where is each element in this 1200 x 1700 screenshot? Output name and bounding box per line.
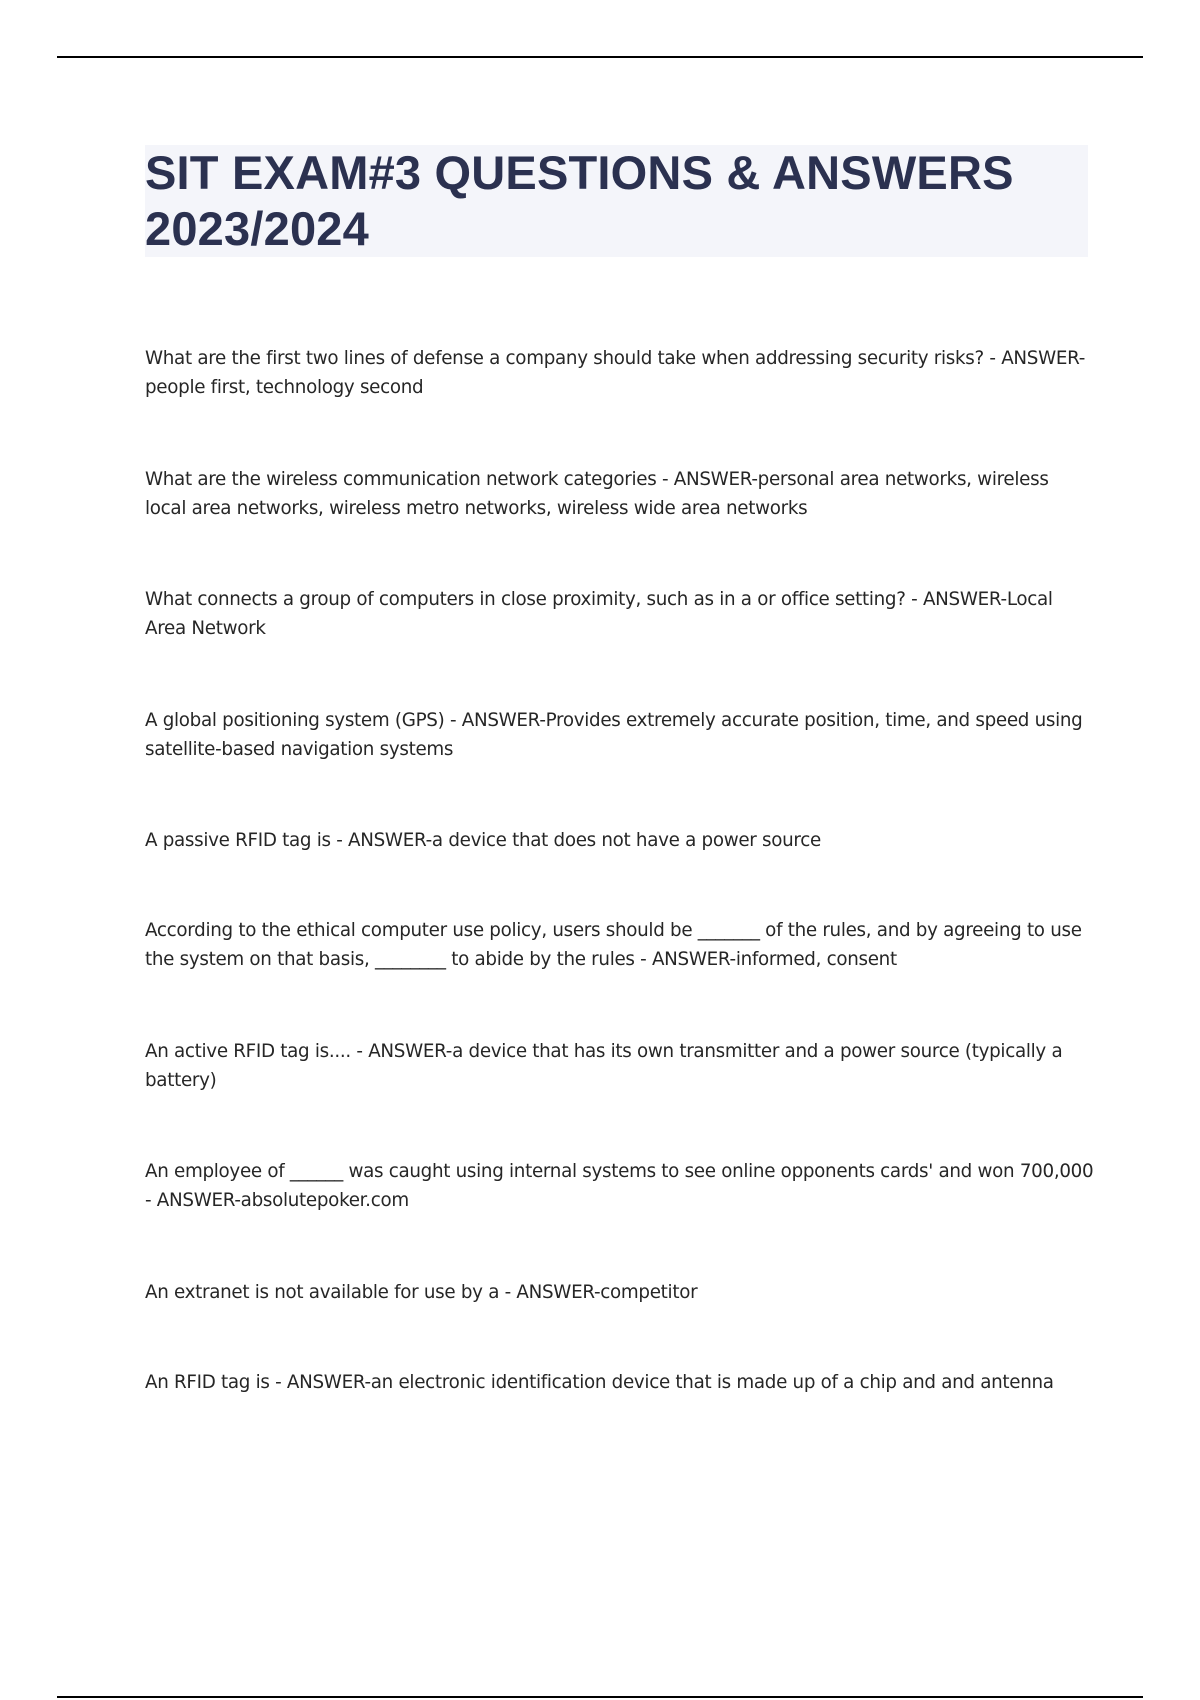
- qa-item-2: What are the wireless communication network categories - ANSWER-personal area networks, wireless local area networks, wireless metro networks, wireless wide area networks: [145, 469, 1049, 519]
- bottom-rule: [57, 1696, 1143, 1698]
- qa-item-4: A global positioning system (GPS) - ANSWER-Provides extremely accurate position, time, and speed using satellite-based navigation systems: [145, 710, 1083, 760]
- qa-item-10: An RFID tag is - ANSWER-an electronic identification device that is made up of a chip and and antenna: [145, 1372, 1054, 1393]
- qa-item-9: An extranet is not available for use by a - ANSWER-competitor: [145, 1282, 698, 1303]
- document-title: SIT EXAM#3 QUESTIONS & ANSWERS 2023/2024: [145, 146, 1014, 255]
- qa-item-6: According to the ethical computer use policy, users should be _______ of the rules, and by agreeing to use the system on that basis, ________ to abide by the rules - ANSWER-informed, consent: [145, 920, 1082, 970]
- qa-item-7: An active RFID tag is.... - ANSWER-a device that has its own transmitter and a power source (typically a battery): [145, 1041, 1063, 1091]
- qa-item-5: A passive RFID tag is - ANSWER-a device that does not have a power source: [145, 830, 821, 851]
- qa-item-8: An employee of ______ was caught using internal systems to see online opponents cards' and won 700,000 - ANSWER-absolutepoker.com: [145, 1161, 1094, 1211]
- title-block: [145, 145, 1088, 257]
- qa-item-1: What are the first two lines of defense a company should take when addressing security risks? - ANSWER-people first, technology second: [145, 348, 1086, 398]
- qa-item-3: What connects a group of computers in close proximity, such as in a or office setting? - ANSWER-Local Area Network: [145, 589, 1053, 639]
- top-rule: [57, 56, 1143, 58]
- qa-list: [145, 344, 1095, 1408]
